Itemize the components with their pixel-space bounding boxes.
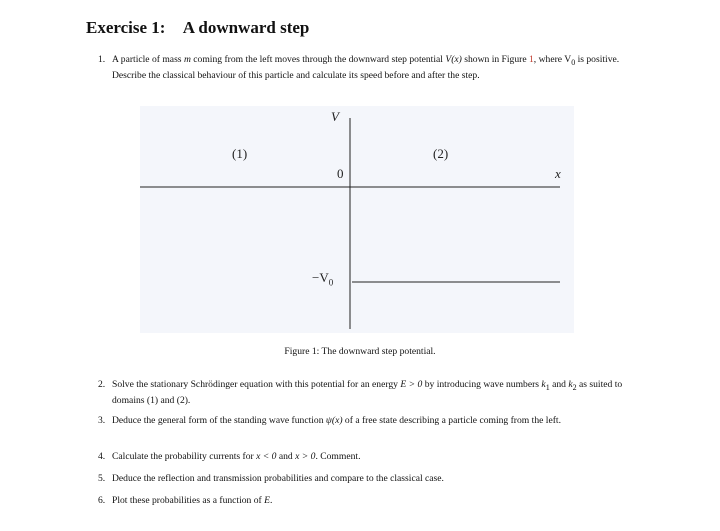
question-text: Deduce the general form of the standing wave function ψ(x) of a free state describing a particle coming from the left. — [112, 415, 561, 426]
step-potential-figure — [140, 106, 574, 333]
question-text: Calculate the probability currents for x < 0 and x > 0. Comment. — [112, 451, 361, 462]
question-text: Plot these probabilities as a function of E. — [112, 495, 273, 506]
exercise-number: Exercise 1: — [86, 18, 166, 37]
question-1 — [98, 53, 630, 82]
question-text: Deduce the reflection and transmission probabilities and compare to the classical case. — [112, 473, 444, 484]
question-2 — [98, 378, 630, 407]
region-1-label: (1) — [232, 146, 248, 161]
region-2-label: (2) — [433, 146, 449, 161]
figure-reference-link[interactable]: 1 — [529, 54, 534, 65]
question-5 — [98, 472, 630, 485]
question-number: 2. — [98, 379, 106, 390]
exercise-heading: A downward step — [182, 18, 310, 37]
question-3 — [98, 414, 630, 427]
question-6 — [98, 494, 630, 507]
question-number: 3. — [98, 415, 106, 426]
question-4 — [98, 450, 630, 463]
question-number: 4. — [98, 451, 106, 462]
question-number: 5. — [98, 473, 106, 484]
question-text: Solve the stationary Schrödinger equation with this potential for an energy E > 0 by introducing wave numbers $k_1$ and $k_2$ as suited to domains (1) and (2). — [112, 379, 623, 406]
question-text: A particle of mass m coming from the left moves through the downward step potential V(x) shown in Figure 1, where $V_0$ is positive. Describe the classical behaviour of this particle and calculate its speed before and after the step. — [112, 54, 620, 81]
v-axis-label: V — [331, 109, 339, 124]
exercise-title — [86, 18, 309, 38]
minus-v0-label: $-V_0$ — [312, 270, 334, 288]
question-number: 1. — [98, 54, 106, 65]
zero-label: 0 — [337, 166, 344, 181]
question-number: 6. — [98, 495, 106, 506]
figure-axes — [140, 106, 574, 333]
figure-caption: Figure 1: The downward step potential. — [284, 346, 436, 357]
x-axis-label: x — [555, 166, 561, 181]
